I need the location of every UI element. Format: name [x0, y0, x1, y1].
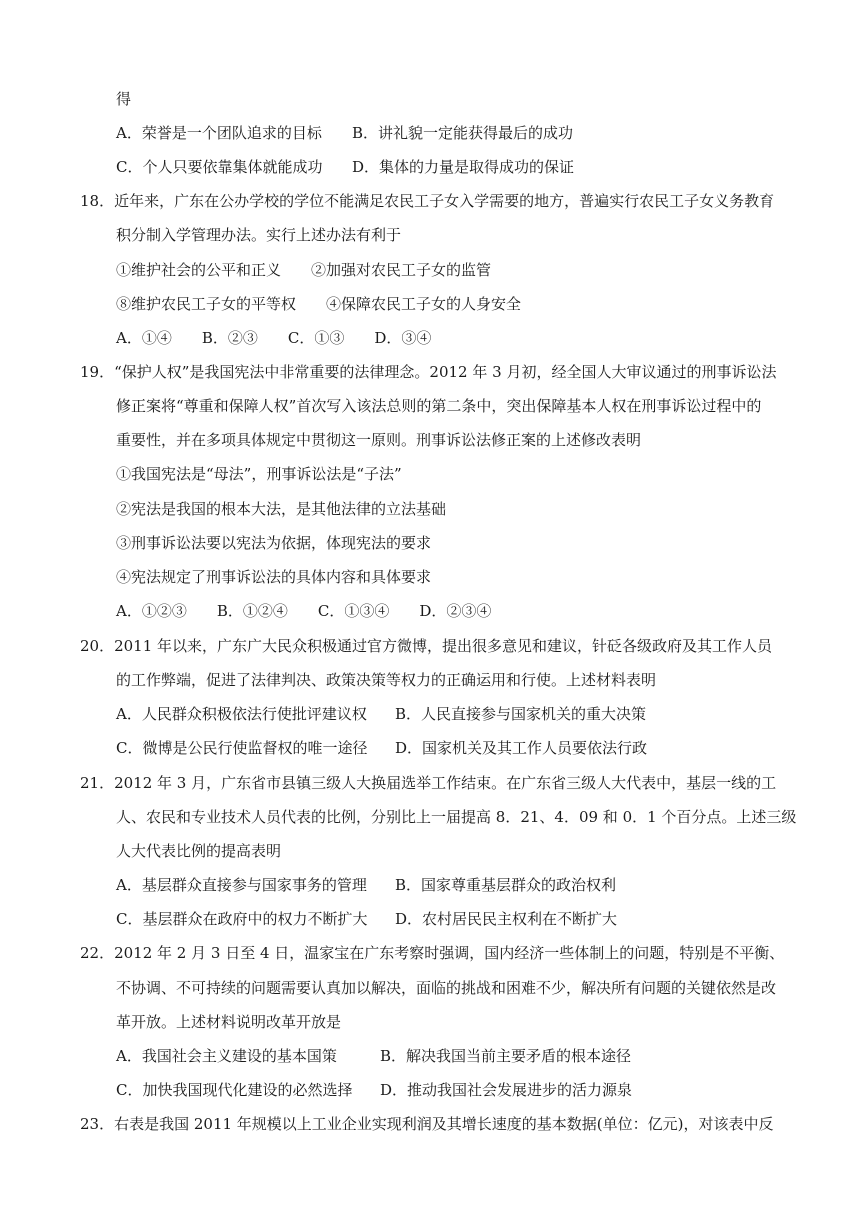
- q21-option-b: B．国家尊重基层群众的政治权利: [395, 876, 617, 894]
- q22-option-d: D．推动我国社会发展进步的活力源泉: [380, 1081, 633, 1099]
- q18-stem-line: 18．近年来，广东在公办学校的学位不能满足农民工子女入学需要的地方，普遍实行农民工子女义务教育: [80, 192, 775, 210]
- q22-stem-line: 22．2012 年 2 月 3 日至 4 日，温家宝在广东考察时强调，国内经济一些体制上的问题，特别是不平衡、: [80, 944, 785, 962]
- q21-stem-line: 人、农民和专业技术人员代表的比例，分别比上一届提高 8．21、4．09 和 0．1 个百分点。上述三级: [116, 808, 797, 826]
- q21-option-d: D．农村居民民主权利在不断扩大: [395, 910, 618, 928]
- q21-option-a: A．基层群众直接参与国家事务的管理: [116, 876, 367, 894]
- q19-stem-line: 19．“保护人权”是我国宪法中非常重要的法律理念。2012 年 3 月初，经全国人大审议通过的刑事诉讼法: [80, 363, 777, 381]
- q23-stem-line: 23．右表是我国 2011 年规模以上工业企业实现利润及其增长速度的基本数据(单位：亿元)，对该表中反: [80, 1115, 774, 1133]
- q20-stem-line: 的工作弊端，促进了法律判决、政策决策等权力的正确运用和行使。上述材料表明: [116, 671, 657, 689]
- q19-statement: ③刑事诉讼法要以宪法为依据，体现宪法的要求: [116, 534, 432, 552]
- q17-option-c: C．个人只要依靠集体就能成功: [116, 158, 323, 176]
- q17-option-d: D．集体的力量是取得成功的保证: [352, 158, 575, 176]
- q19-answer-options: A．①②③ B．①②④ C．①③④ D．②③④: [116, 602, 492, 620]
- q19-stem-line: 修正案将“尊重和保障人权”首次写入该法总则的第二条中，突出保障基本人权在刑事诉讼过程中的: [116, 397, 762, 415]
- q17-option-a: A．荣誉是一个团队追求的目标: [116, 124, 322, 142]
- q21-stem-line: 21．2012 年 3 月，广东省市县镇三级人大换届选举工作结束。在广东省三级人大代表中，基层一线的工: [80, 774, 777, 792]
- q18-statement: ⑧维护农民工子女的平等权 ④保障农民工子女的人身安全: [116, 295, 522, 313]
- q22-option-b: B．解决我国当前主要矛盾的根本途径: [380, 1047, 632, 1065]
- q19-statement: ①我国宪法是“母法”，刑事诉讼法是“子法”: [116, 465, 402, 483]
- q20-option-a: A．人民群众积极依法行使批评建议权: [116, 705, 367, 723]
- q19-statement: ②宪法是我国的根本大法，是其他法律的立法基础: [116, 500, 447, 518]
- q17-continuation: 得: [116, 90, 132, 108]
- q21-option-c: C．基层群众在政府中的权力不断扩大: [116, 910, 368, 928]
- q22-option-a: A．我国社会主义建设的基本国策: [116, 1047, 337, 1065]
- q22-stem-line: 不协调、不可持续的问题需要认真加以解决，面临的挑战和困难不少，解决所有问题的关键依然是改: [116, 979, 777, 997]
- q21-stem-line: 人大代表比例的提高表明: [116, 842, 282, 860]
- q19-stem-line: 重要性，并在多项具体规定中贯彻这一原则。刑事诉讼法修正案的上述修改表明: [116, 431, 642, 449]
- q20-option-b: B．人民直接参与国家机关的重大决策: [395, 705, 647, 723]
- q22-option-c: C．加快我国现代化建设的必然选择: [116, 1081, 353, 1099]
- q20-option-c: C．微博是公民行使监督权的唯一途径: [116, 739, 368, 757]
- q20-stem-line: 20．2011 年以来，广东广大民众积极通过官方微博，提出很多意见和建议，针砭各级政府及其工作人员: [80, 637, 773, 655]
- q19-statement: ④宪法规定了刑事诉讼法的具体内容和具体要求: [116, 568, 432, 586]
- q18-answer-options: A．①④ B．②③ C．①③ D．③④: [116, 329, 432, 347]
- q18-stem-line: 积分制入学管理办法。实行上述办法有利于: [116, 226, 402, 244]
- q20-option-d: D．国家机关及其工作人员要依法行政: [395, 739, 648, 757]
- q17-option-b: B．讲礼貌一定能获得最后的成功: [352, 124, 574, 142]
- q18-statement: ①维护社会的公平和正义 ②加强对农民工子女的监管: [116, 261, 492, 279]
- q22-stem-line: 革开放。上述材料说明改革开放是: [116, 1013, 342, 1031]
